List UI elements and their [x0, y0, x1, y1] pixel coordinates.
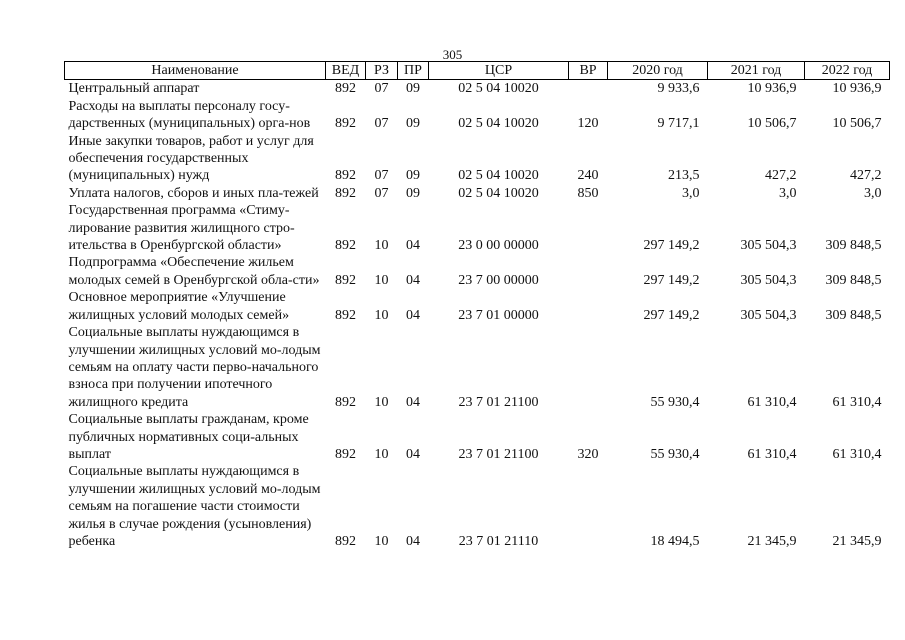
row-pr: 04 [406, 307, 420, 323]
row-2020: 18 494,5 [650, 533, 700, 549]
row-2020: 55 930,4 [650, 446, 700, 462]
row-2021: 305 504,3 [740, 272, 797, 288]
row-pr: 09 [406, 168, 420, 184]
row-2020: 297 149,2 [643, 307, 700, 323]
row-2020: 3,0 [682, 185, 700, 201]
row-vr [569, 463, 608, 550]
row-vr: 850 [577, 185, 599, 201]
row-2022: 309 848,5 [825, 238, 882, 254]
row-2022: 21 345,9 [832, 533, 882, 549]
row-csr: 02 5 04 10020 [458, 116, 539, 132]
row-vr: 240 [577, 168, 599, 184]
row-pr: 09 [406, 81, 420, 97]
row-pr: 04 [406, 272, 420, 288]
table-row [65, 324, 890, 411]
row-ved: 892 [335, 238, 356, 254]
table-row [65, 202, 890, 254]
table-row [65, 80, 890, 98]
row-2022: 3,0 [864, 185, 882, 201]
row-2020: 297 149,2 [643, 272, 700, 288]
row-csr: 02 5 04 10020 [458, 185, 539, 201]
row-2020: 297 149,2 [643, 238, 700, 254]
row-2020: 9 717,1 [657, 116, 700, 132]
header-2020: 2020 год [608, 62, 708, 80]
row-csr: 23 7 00 00000 [458, 272, 539, 288]
table-row [65, 98, 890, 133]
row-2022: 309 848,5 [825, 307, 882, 323]
row-pr: 04 [406, 238, 420, 254]
row-pr: 09 [406, 185, 420, 201]
header-ved: ВЕД [326, 62, 366, 80]
row-rz: 10 [374, 272, 389, 288]
row-rz: 10 [374, 533, 389, 549]
table-row [65, 411, 890, 463]
page-number: 305 [442, 47, 463, 62]
row-ved: 892 [335, 394, 356, 410]
row-ved: 892 [335, 533, 356, 549]
row-vr [569, 202, 608, 254]
row-ved: 892 [335, 81, 356, 97]
row-rz: 10 [374, 394, 389, 410]
row-rz: 10 [374, 238, 389, 254]
row-name: Основное мероприятие «Улучшение жилищных условий молодых семей» [68, 290, 290, 323]
row-2021: 427,2 [765, 168, 797, 184]
header-rz: РЗ [366, 62, 398, 80]
row-2021: 3,0 [779, 185, 797, 201]
row-2022: 309 848,5 [825, 272, 882, 288]
row-2022: 427,2 [850, 168, 882, 184]
table-body [65, 80, 890, 550]
budget-table [64, 61, 890, 550]
table-row [65, 133, 890, 185]
row-csr: 23 7 01 00000 [458, 307, 539, 323]
row-vr [569, 324, 608, 411]
row-ved: 892 [335, 272, 356, 288]
row-csr: 23 0 00 00000 [458, 238, 539, 254]
row-name: Иные закупки товаров, работ и услуг для обеспечения государственных (муниципальных) нужд [68, 133, 314, 184]
row-csr: 23 7 01 21110 [458, 533, 539, 549]
row-csr: 02 5 04 10020 [458, 81, 539, 97]
row-name: Государственная программа «Стиму-лирование развития жилищного стро-ительства в Оренбургской области» [68, 203, 295, 254]
row-name: Уплата налогов, сборов и иных пла-тежей [68, 185, 319, 201]
row-2021: 10 936,9 [747, 81, 797, 97]
row-vr: 320 [577, 446, 599, 462]
row-rz: 07 [374, 185, 389, 201]
row-2022: 61 310,4 [832, 446, 882, 462]
table-row [65, 185, 890, 202]
table-row [65, 463, 890, 550]
row-2020: 9 933,6 [657, 81, 700, 97]
row-2021: 305 504,3 [740, 238, 797, 254]
row-rz: 07 [374, 116, 389, 132]
table-row [65, 254, 890, 289]
row-ved: 892 [335, 168, 356, 184]
row-name: Расходы на выплаты персоналу госу-дарственных (муниципальных) орга-нов [68, 98, 311, 132]
row-2022: 10 936,9 [832, 81, 882, 97]
row-ved: 892 [335, 307, 356, 323]
row-csr: 02 5 04 10020 [458, 168, 539, 184]
row-ved: 892 [335, 446, 356, 462]
row-rz: 10 [374, 446, 389, 462]
row-ved: 892 [335, 185, 356, 201]
header-name: Наименование [65, 62, 326, 80]
row-pr: 04 [406, 394, 420, 410]
header-2022: 2022 год [805, 62, 890, 80]
row-2020: 55 930,4 [650, 394, 700, 410]
row-name: Социальные выплаты нуждающимся в улучшении жилищных условий мо-лодым семьям на погашение части стоимости жилья в случае рождения (усыновления) ребенка [68, 464, 321, 549]
header-row [65, 62, 890, 80]
header-vr: ВР [569, 62, 608, 80]
row-vr [569, 254, 608, 289]
row-pr: 04 [406, 446, 420, 462]
row-pr: 09 [406, 116, 420, 132]
row-2022: 10 506,7 [832, 116, 882, 132]
row-rz: 07 [374, 81, 389, 97]
row-csr: 23 7 01 21100 [458, 394, 539, 410]
header-pr: ПР [398, 62, 429, 80]
row-pr: 04 [406, 533, 420, 549]
row-name: Центральный аппарат [68, 81, 200, 97]
row-2020: 213,5 [668, 168, 700, 184]
row-csr: 23 7 01 21100 [458, 446, 539, 462]
row-vr [569, 289, 608, 324]
row-2021: 21 345,9 [747, 533, 797, 549]
row-name: Социальные выплаты гражданам, кроме публичных нормативных соци-альных выплат [68, 412, 309, 462]
row-vr: 120 [577, 116, 599, 132]
row-rz: 07 [374, 168, 389, 184]
row-rz: 10 [374, 307, 389, 323]
header-2021: 2021 год [708, 62, 805, 80]
row-name: Подпрограмма «Обеспечение жильем молодых семей в Оренбургской обла-сти» [68, 255, 320, 288]
row-2021: 10 506,7 [747, 116, 797, 132]
row-2022: 61 310,4 [832, 394, 882, 410]
table-row [65, 289, 890, 324]
header-csr: ЦСР [429, 62, 569, 80]
row-name: Социальные выплаты нуждающимся в улучшении жилищных условий мо-лодым семьям на оплату части перво-начального взноса при получении ипотечного жилищного кредита [68, 325, 321, 410]
row-2021: 61 310,4 [747, 394, 797, 410]
row-2021: 61 310,4 [747, 446, 797, 462]
row-vr [569, 80, 608, 98]
row-2021: 305 504,3 [740, 307, 797, 323]
row-ved: 892 [335, 116, 356, 132]
